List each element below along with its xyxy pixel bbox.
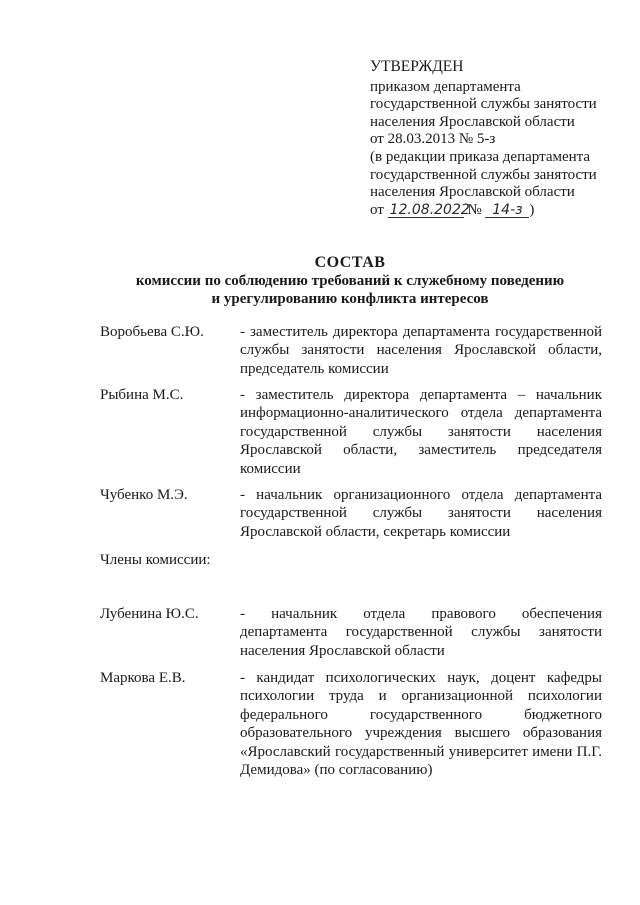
member-role: - начальник отдела правового обеспечения департамента государственной службы занятости населения Ярославской области <box>240 606 602 659</box>
amendment-prefix: от <box>370 201 384 218</box>
approval-line: от 28.03.2013 № 5-з <box>370 131 496 148</box>
approval-line: государственной службы занятости <box>370 166 597 183</box>
closing-paren: ) <box>529 201 535 218</box>
amendment-line <box>370 202 632 220</box>
handwritten-number: 14-з <box>485 203 529 218</box>
member-role: - заместитель директора департамента государственной службы занятости населения Ярославской области, председатель комиссии <box>240 324 602 377</box>
approval-line: приказом департамента <box>370 78 521 95</box>
document-title <box>100 253 600 308</box>
member-role: - кандидат психологических наук, доцент кафедры психологии труда и организационной психологии федерального государственного бюджетного образовательного учреждения высшего образования «Ярославский государственный университет имени П.Г. Демидова» (по согласованию) <box>240 670 602 779</box>
member-role: - начальник организационного отдела департамента государственной службы занятости населения Ярославской области, секретарь комиссии <box>240 487 602 540</box>
approval-line: (в редакции приказа департамента <box>370 148 591 165</box>
title-subtitle-line: комиссии по соблюдению требований к служебному поведению <box>135 273 565 289</box>
member-name: Лубенина Ю.С. <box>100 606 199 622</box>
approval-line: государственной службы занятости <box>370 96 597 113</box>
member-role: - заместитель директора департамента – начальник информационно-аналитического отдела департамента государственной службы занятости населения Ярославской области, заместитель председателя комиссии <box>240 387 602 477</box>
approval-stamp <box>370 58 632 219</box>
member-name: Маркова Е.В. <box>100 670 186 686</box>
members-section-label: Члены комиссии: <box>100 552 211 568</box>
title-subtitle-line: и урегулированию конфликта интересов <box>211 290 489 307</box>
approval-heading: УТВЕРЖДЕН <box>370 58 464 75</box>
member-name: Рыбина М.С. <box>100 387 184 403</box>
member-name: Воробьева С.Ю. <box>100 324 204 340</box>
number-sign: № <box>467 201 482 218</box>
member-name: Чубенко М.Э. <box>100 487 188 503</box>
title-main: СОСТАВ <box>314 254 386 271</box>
approval-line: населения Ярославской области <box>370 184 575 201</box>
handwritten-date: 12.08.2022 <box>389 201 470 218</box>
approval-line: населения Ярославской области <box>370 113 575 130</box>
